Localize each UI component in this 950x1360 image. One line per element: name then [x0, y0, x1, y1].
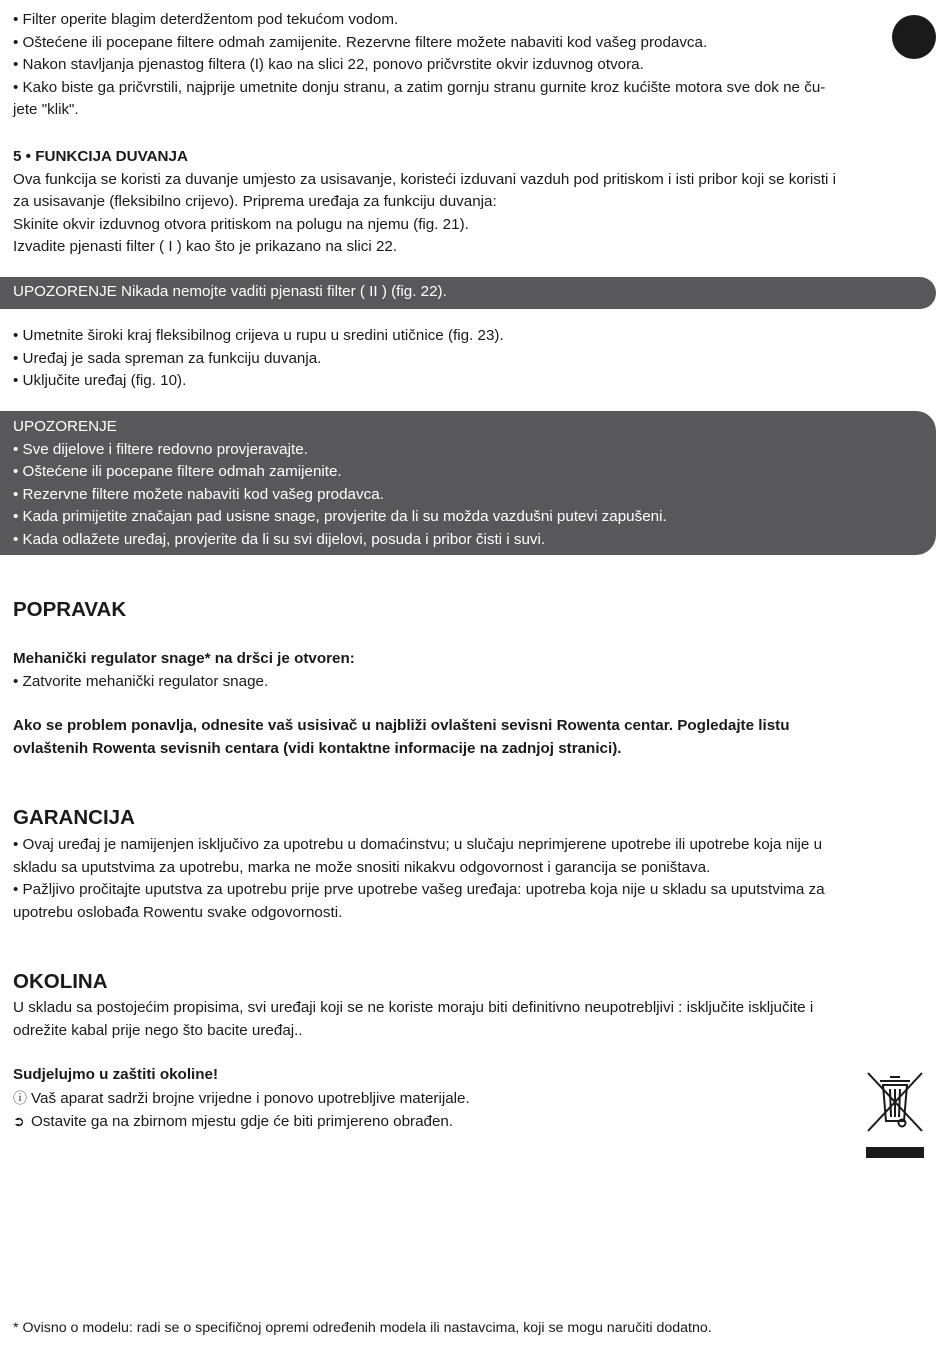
footnote-text: * Ovisno o modelu: radi se o specifičnoj opremi određenih modela ili nastavcima, koji se mogu naručiti dodatno. [13, 1320, 712, 1336]
section-title-repair: POPRAVAK [13, 598, 127, 621]
warranty-line: skladu sa uputstvima za upotrebu, marka ne može snositi nikakvu odgovornost i garancija se poništava. [13, 858, 711, 876]
warranty-body [13, 834, 933, 924]
environment-subheading: Sudjelujmo u zaštiti okoline! [13, 1066, 219, 1083]
warning-bar [0, 277, 936, 309]
bullet-line: jete "klik". [13, 101, 79, 118]
environment-line: U skladu sa postojećim propisima, svi uređaji koji se ne koriste moraju biti definitivno neupotrebljivi : isključite isključite i [13, 999, 814, 1016]
section-title-warranty: GARANCIJA [13, 806, 135, 829]
warning-box-line: • Kada odlažete uređaj, provjerite da li su svi dijelovi, posuda i pribor čisti i suvi. [13, 530, 546, 548]
bullet-line: • Filter operite blagim deterdžentom pod tekućom vodom. [13, 11, 399, 28]
environment-item-text: Vaš aparat sadrži brojne vrijedne i ponovo upotrebljive materijale. [31, 1089, 470, 1107]
warranty-line: • Ovaj uređaj je namijenjen isključivo za upotrebu u domaćinstvu; u slučaju neprimjerene upotrebe ili upotrebe koja nije u [13, 836, 823, 853]
warning-box-line: • Rezervne filtere možete nabaviti kod vašeg prodavca. [13, 485, 384, 503]
blow-steps [13, 325, 933, 393]
repair-item: • Zatvorite mehanički regulator snage. [13, 672, 269, 690]
paragraph-line: Ova funkcija se koristi za duvanje umjesto za usisavanje, koristeći izduvani vazduh pod pritiskom i isti pribor koji se koristi i [13, 170, 837, 188]
warning-text: UPOZORENJE Nikada nemojte vaditi pjenasti filter ( II ) (fig. 22). [13, 283, 447, 300]
environment-body [13, 997, 933, 1134]
step-line: • Umetnite široki kraj fleksibilnog crijeva u rupu u sredini utičnice (fig. 23). [13, 327, 504, 344]
environment-section [13, 969, 933, 995]
warning-box-line: • Sve dijelove i filtere redovno provjeravajte. [13, 440, 308, 458]
environment-item [13, 1087, 933, 1111]
step-line: • Uključite uređaj (fig. 10). [13, 372, 187, 389]
section-heading: 5 • FUNKCIJA DUVANJA [13, 148, 188, 165]
warning-box [0, 411, 936, 555]
paragraph-line: Skinite okvir izduvnog otvora pritiskom na polugu na njemu (fig. 21). [13, 215, 469, 233]
warranty-line: upotrebu oslobađa Rowentu svake odgovornosti. [13, 903, 343, 921]
warning-box-title: UPOZORENJE [13, 418, 117, 435]
bullet-line: • Oštećene ili pocepane filtere odmah zamijenite. Rezervne filtere možete nabaviti kod vašeg prodavca. [13, 33, 708, 51]
recycle-arrow-icon: ➲ [13, 1113, 25, 1129]
warranty-line: • Pažljivo pročitajte uputstva za upotrebu prije prve upotrebe vašeg uređaja: upotreba koja nije u skladu sa uputstvima za [13, 881, 825, 898]
warning-box-line: • Oštećene ili pocepane filtere odmah zamijenite. [13, 463, 342, 480]
environment-item-text: Ostavite ga na zbirnom mjestu gdje će biti primjereno obrađen. [31, 1113, 454, 1130]
repair-subheading: Mehanički regulator snage* na dršci je otvoren: [13, 650, 355, 667]
environment-line: odrežite kabal prije nego što bacite uređaj.. [13, 1021, 303, 1039]
filter-care-bullets [13, 9, 933, 122]
repair-note-line: ovlaštenih Rowenta sevisnih centara (vidi kontaktne informacije na zadnjoj stranici). [13, 739, 622, 757]
blow-function-section [13, 146, 933, 259]
warning-box-line: • Kada primijetite značajan pad usisne snage, provjerite da li su možda vazdušni putevi zapušeni. [13, 508, 667, 525]
info-icon: ⓘ [13, 1089, 27, 1106]
bullet-line: • Kako biste ga pričvrstili, najprije umetnite donju stranu, a zatim gornju stranu gurnite kroz kućište motora sve dok ne ču- [13, 78, 826, 96]
repair-section [13, 597, 933, 623]
paragraph-line: za usisavanje (fleksibilno crijevo). Priprema uređaja za funkciju duvanja: [13, 193, 497, 210]
repair-body [13, 648, 933, 760]
section-title-environment: OKOLINA [13, 970, 108, 993]
paragraph-line: Izvadite pjenasti filter ( I ) kao što je prikazano na slici 22. [13, 238, 398, 255]
warranty-section [13, 805, 933, 831]
repair-note-line: Ako se problem ponavlja, odnesite vaš usisivač u najbliži ovlašteni sevisni Rowenta centar. Pogledajte listu [13, 717, 790, 734]
environment-item [13, 1110, 933, 1134]
step-line: • Uređaj je sada spreman za funkciju duvanja. [13, 349, 322, 367]
footnote [13, 1317, 933, 1340]
crossed-out-bin-icon [866, 1069, 924, 1159]
bullet-line: • Nakon stavljanja pjenastog filtera (I) kao na slici 22, ponovo pričvrstite okvir izduvnog otvora. [13, 56, 644, 73]
